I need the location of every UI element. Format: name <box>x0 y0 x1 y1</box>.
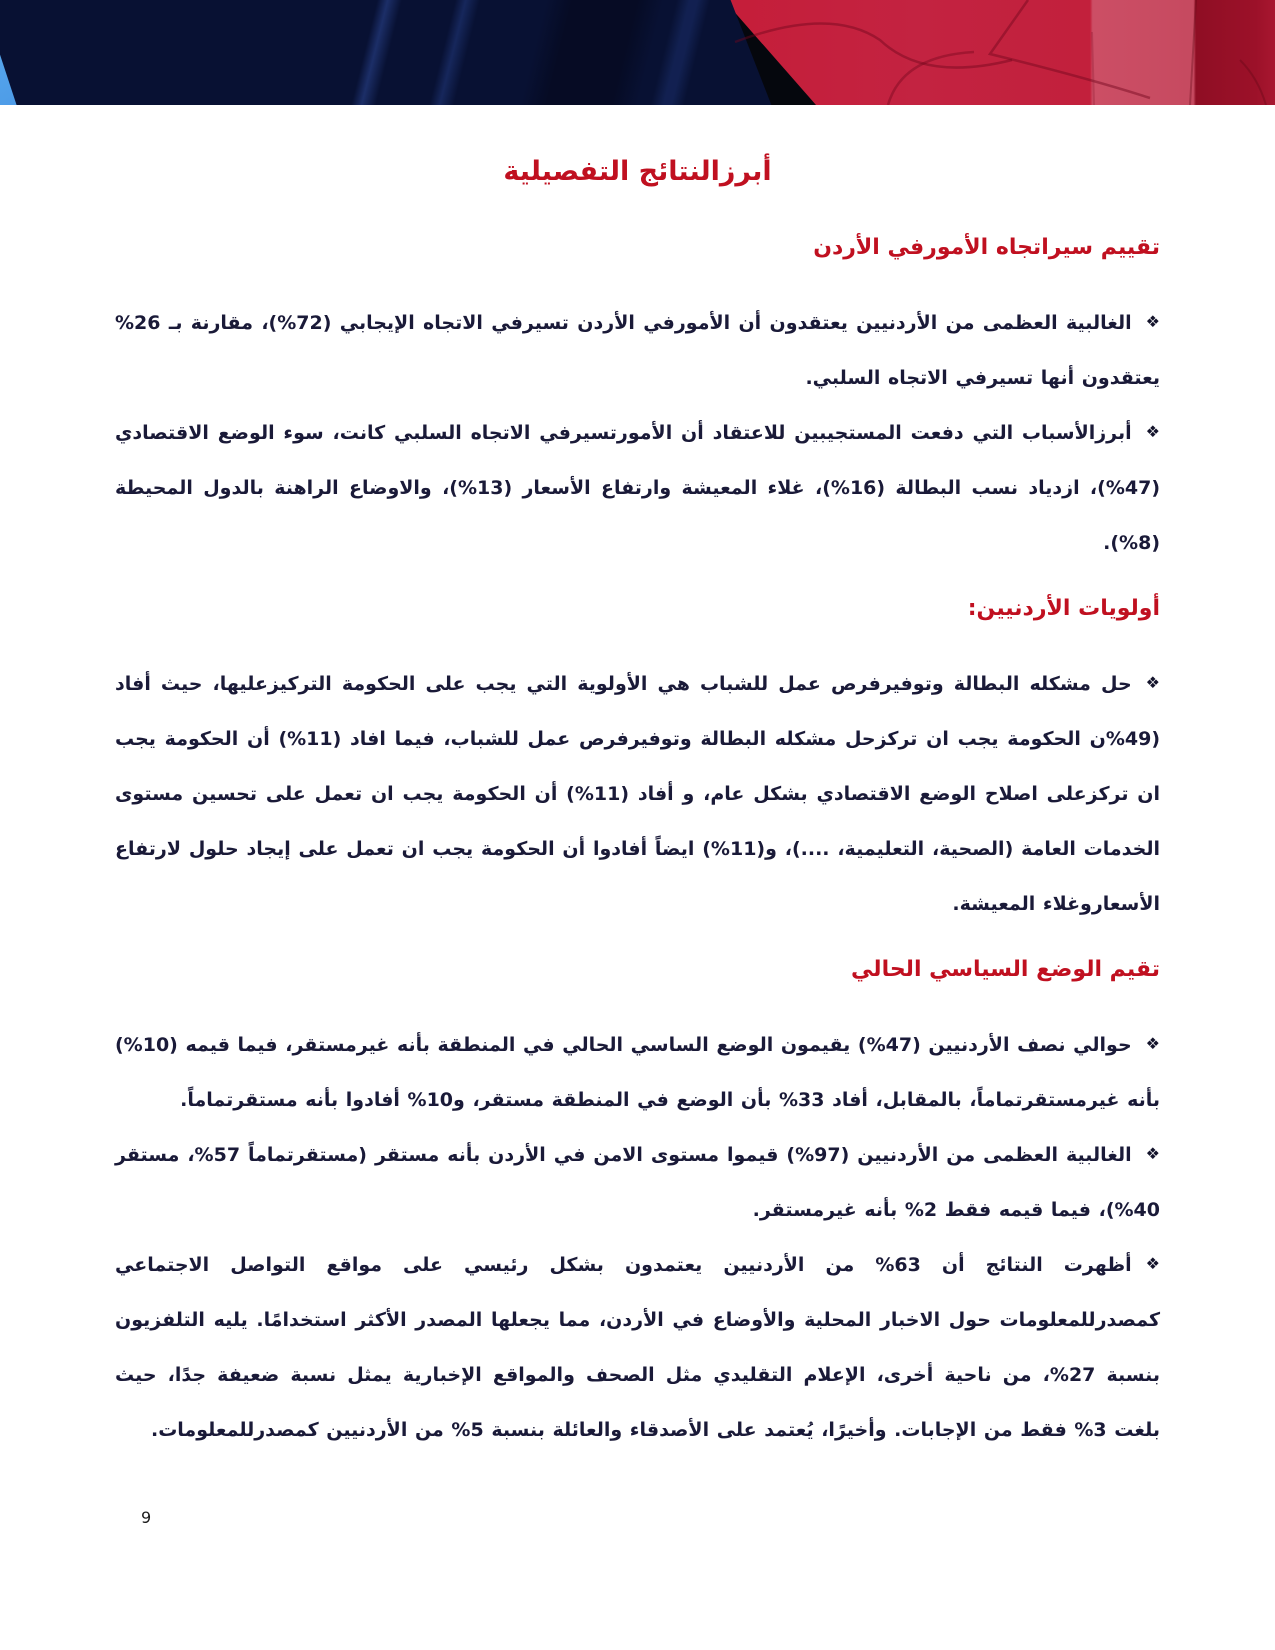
section-jordanians-priorities <box>115 591 1160 932</box>
bullet-text: حوالي نصف الأردنيين (47%) يقيمون الوضع الساسي الحالي في المنطقة بأنه غيرمستقر، فيما قيمه (10%) بأنه غيرمستقرتماماً، بالمقابل، أفاد 33% بأن الوضع في المنطقة مستقر، و10% أفادوا بأنه مستقرتماماً. <box>114 1034 1160 1111</box>
bullet-item <box>115 1238 1160 1458</box>
section-heading: تقييم سيراتجاه الأمورفي الأردن <box>813 235 1160 260</box>
section-political-assessment <box>115 952 1160 1458</box>
document-content <box>0 105 1275 1458</box>
bullet-text: أظهرت النتائج أن 63% من الأردنيين يعتمدون بشكل رئيسي على مواقع التواصل الاجتماعي كمصدرللمعلومات حول الاخبار المحلية والأوضاع في الأردن، مما يجعلها المصدر الأكثر استخدامًا. يليه التلفزيون بنسبة 27%، من ناحية أخرى، الإعلام التقليدي مثل الصحف والمواقع الإخبارية يمثل نسبة ضعيفة جدًا، حيث بلغت 3% فقط من الإجابات. وأخيرًا، يُعتمد على الأصدقاء والعائلة بنسبة 5% من الأردنيين كمصدرللمعلومات. <box>115 1254 1161 1441</box>
section-heading: تقيم الوضع السياسي الحالي <box>851 957 1160 982</box>
header-banner <box>0 0 1275 105</box>
diamond-bullet-icon: ❖ <box>1145 312 1160 331</box>
bullet-item <box>115 406 1160 571</box>
diamond-bullet-icon: ❖ <box>1145 422 1160 441</box>
section-heading: أولويات الأردنيين: <box>967 596 1160 621</box>
diamond-bullet-icon: ❖ <box>1145 1144 1160 1163</box>
diamond-bullet-icon: ❖ <box>1145 1254 1160 1273</box>
page-title: أبرزالنتائج التفصيلية <box>503 156 772 187</box>
diamond-bullet-icon: ❖ <box>1145 673 1160 692</box>
diamond-bullet-icon: ❖ <box>1145 1034 1160 1053</box>
bullet-text: أبرزالأسباب التي دفعت المستجيبين للاعتقاد أن الأمورتسيرفي الاتجاه السلبي كانت، سوء الوضع الاقتصادي (47%)، ازدياد نسب البطالة (16%)، غلاء المعيشة وارتفاع الأسعار (13%)، والاوضاع الراهنة بالدول المحيطة (8%). <box>115 422 1160 554</box>
bullet-item <box>115 1018 1160 1128</box>
bullet-text: الغالبية العظمى من الأردنيين (97%) قيموا مستوى الامن في الأردن بأنه مستقر (مستقرتماماً 57%، مستقر 40%)، فيما قيمه فقط 2% بأنه غيرمستقر. <box>115 1144 1160 1221</box>
bullet-text: الغالبية العظمى من الأردنيين يعتقدون أن الأمورفي الأردن تسيرفي الاتجاه الإيجابي (72%)، مقارنة بـ 26% يعتقدون أنها تسيرفي الاتجاه السلبي. <box>115 312 1160 389</box>
page-number: 9 <box>141 1508 152 1527</box>
bullet-text: حل مشكله البطالة وتوفيرفرص عمل للشباب هي الأولوية التي يجب على الحكومة التركيزعليها، حيث أفاد (49%ن الحكومة يجب ان تركزحل مشكله البطالة وتوفيرفرص عمل للشباب، فيما افاد (11%) أن الحكومة يجب ان تركزعلى اصلاح الوضع الاقتصادي بشكل عام، و أفاد (11%) أن الحكومة يجب ان تعمل على تحسين مستوى الخدمات العامة (الصحية، التعليمية، ....)، و(11%) ايضاً أفادوا أن الحكومة يجب ان تعمل على إيجاد حلول لارتفاع الأسعاروغلاء المعيشة. <box>115 673 1161 915</box>
section-things-direction <box>115 230 1160 571</box>
bullet-item <box>115 296 1160 406</box>
bullet-item <box>115 657 1160 932</box>
banner-texture-seams <box>0 0 1275 105</box>
bullet-item <box>115 1128 1160 1238</box>
